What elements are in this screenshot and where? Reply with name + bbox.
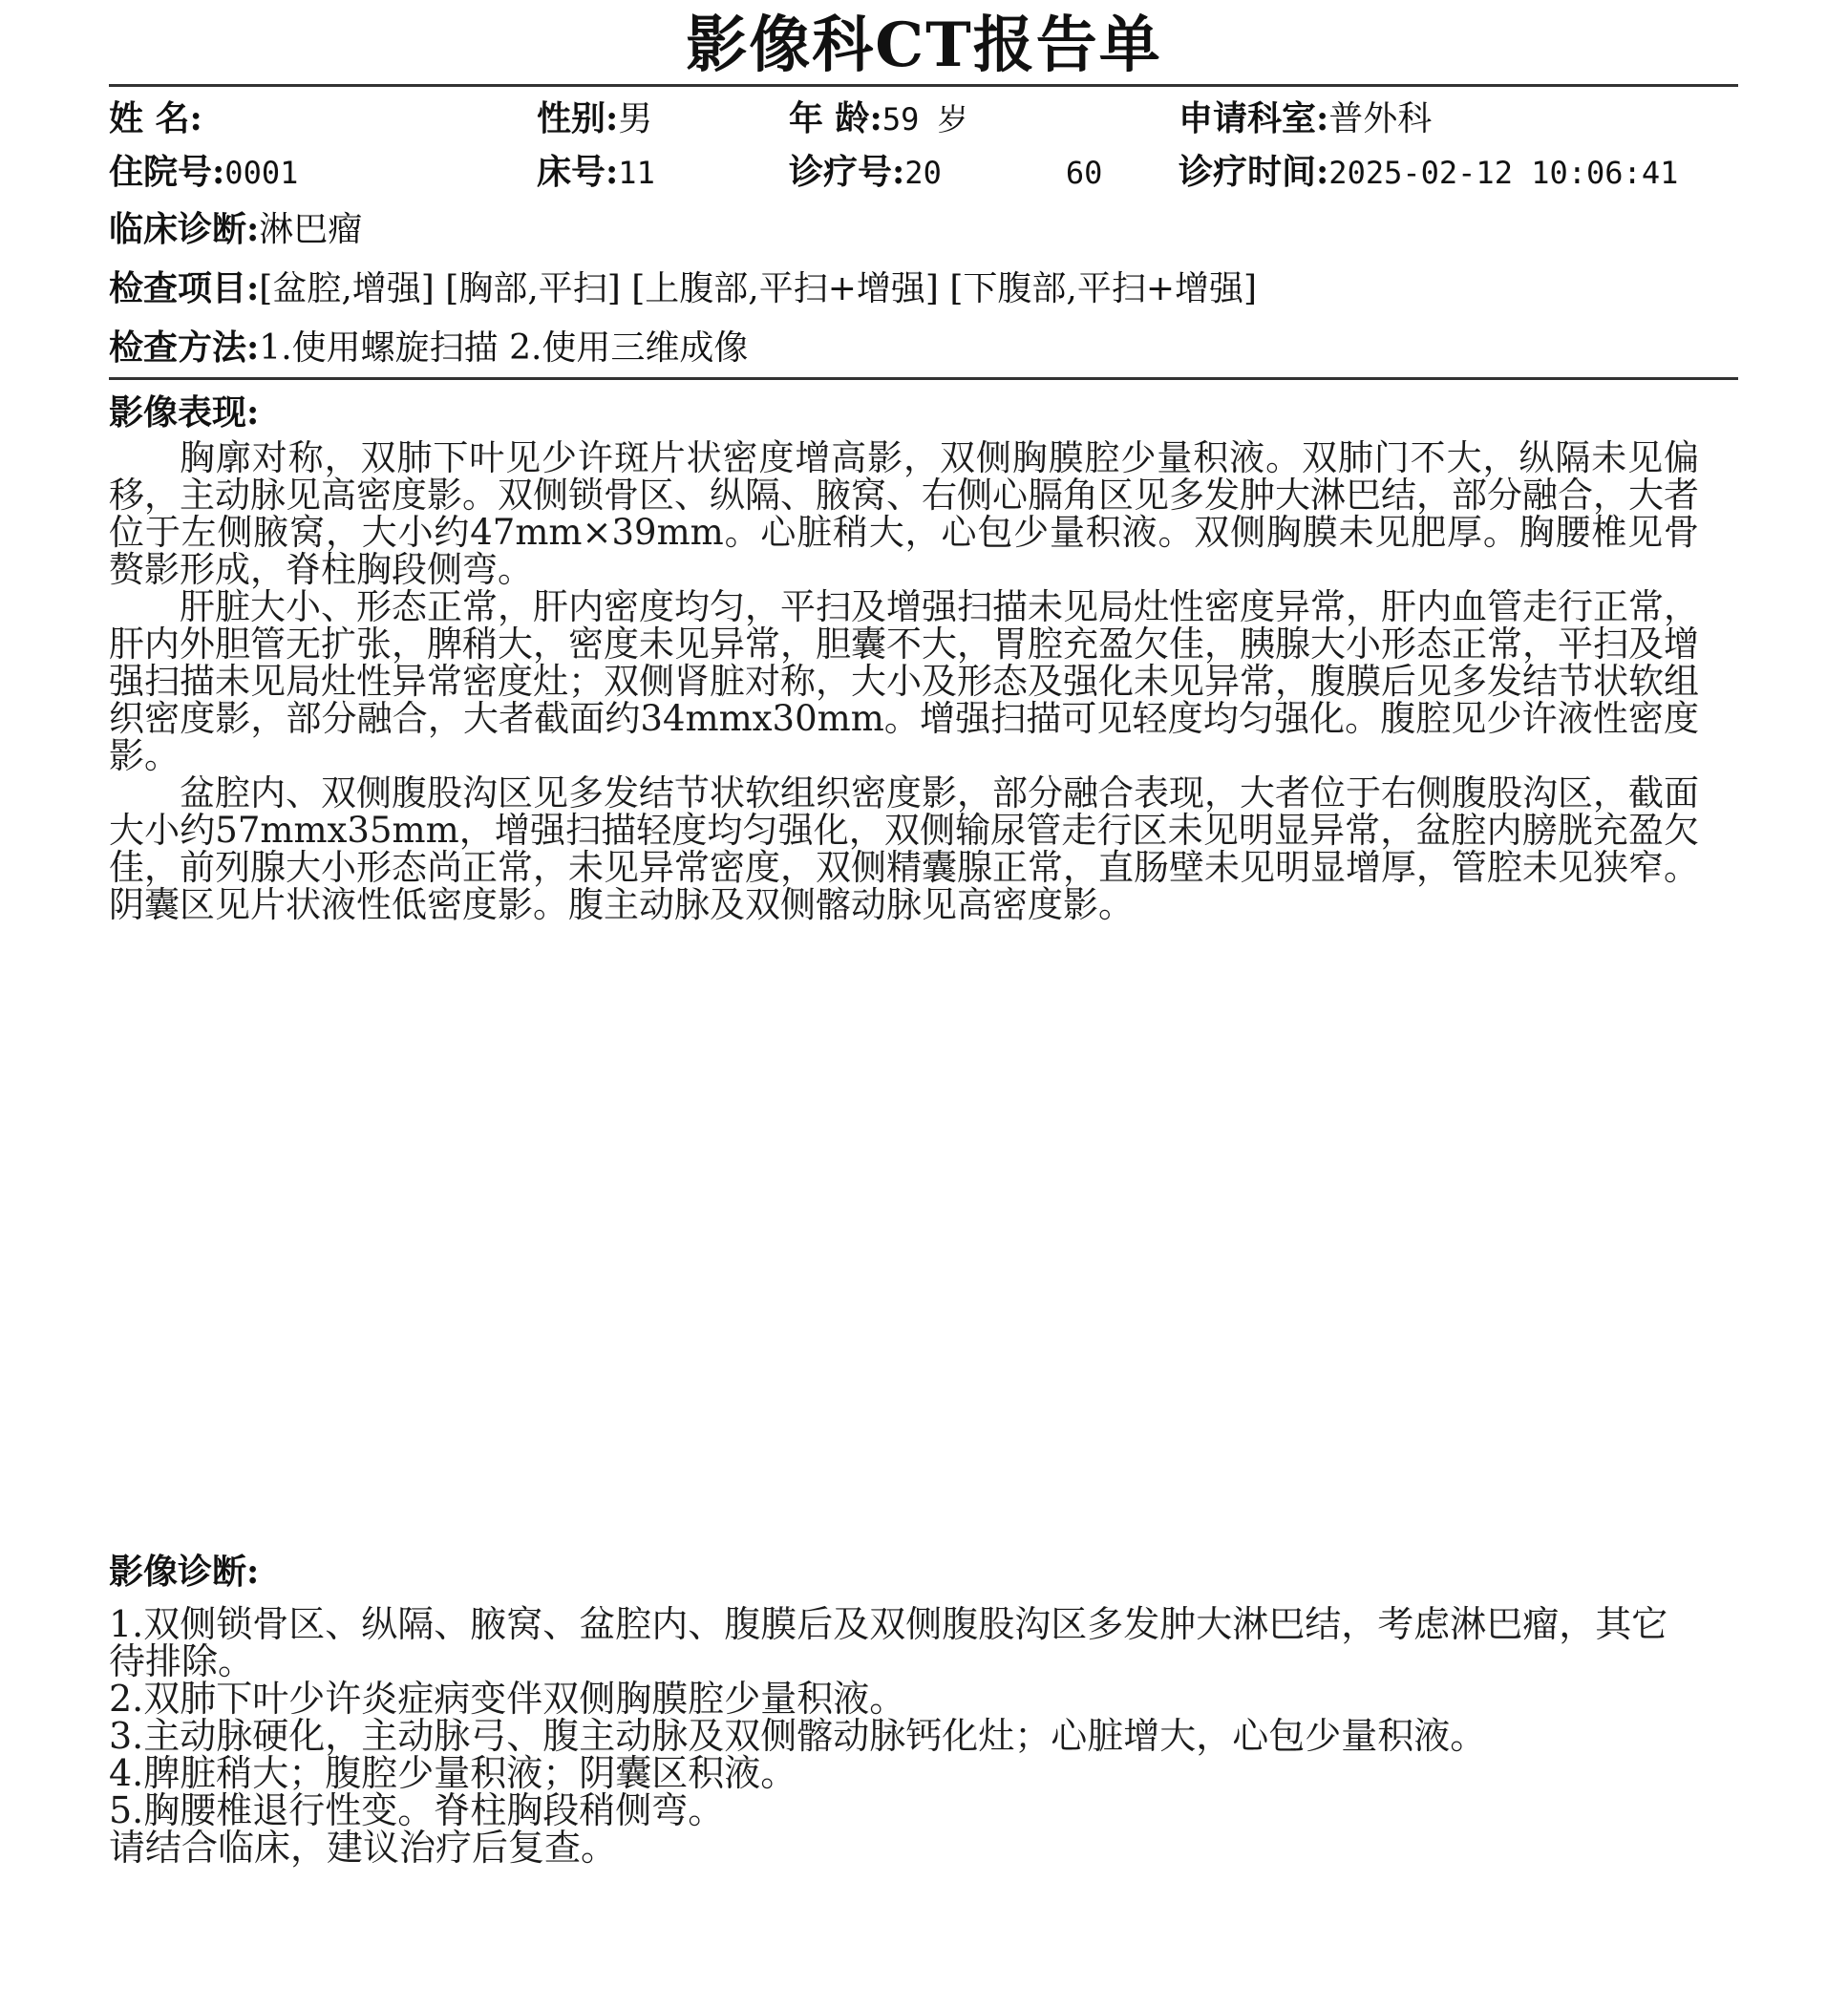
- exam-items: [109, 265, 1257, 312]
- findings-text: [109, 439, 1699, 923]
- diagnosis-recommendation: 请结合临床，建议治疗后复查。: [109, 1827, 618, 1869]
- visit-no-label: 诊疗号:: [789, 152, 905, 192]
- sex-label: 性别:: [537, 98, 619, 138]
- admission-label: 住院号:: [109, 152, 225, 192]
- exam-items-label: 检查项目:: [109, 268, 260, 308]
- diagnosis-item: 2.双肺下叶少许炎症病变伴双侧胸膜腔少量积液。: [109, 1678, 906, 1720]
- exam-method: [109, 325, 748, 371]
- clinical-diagnosis-label: 临床诊断:: [109, 209, 260, 249]
- admission-number: [109, 149, 298, 196]
- clinical-diagnosis-value: 淋巴瘤: [259, 210, 363, 249]
- bed-value: 11: [618, 155, 655, 191]
- findings-label: 影像表现:: [109, 392, 260, 433]
- diagnosis-list: [109, 1603, 1699, 1869]
- bed-label: 床号:: [537, 152, 619, 192]
- findings-paragraph-abdomen: 肝脏大小、形态正常，肝内密度均匀，平扫及增强扫描未见局灶性密度异常，肝内血管走行正常，肝内外胆管无扩张，脾稍大，密度未见异常，胆囊不大，胃腔充盈欠佳，胰腺大小形态正常，平扫及增强扫描未见局灶性异常密度灶；双侧肾脏对称，大小及形态及强化未见异常，腹膜后见多发结节状软组织密度影，部分融合，大者截面约34mmx30mm。增强扫描可见轻度均匀强化。腹腔见少许液性密度影。: [109, 586, 1699, 776]
- diagnosis-item: 1.双侧锁骨区、纵隔、腋窝、盆腔内、腹膜后及双侧腹股沟区多发肿大淋巴结，考虑淋巴瘤，其它待排除。: [109, 1603, 1668, 1682]
- requesting-dept: [1179, 95, 1432, 142]
- findings-paragraph-chest: 胸廓对称，双肺下叶见少许斑片状密度增高影，双侧胸膜腔少量积液。双肺门不大，纵隔未见偏移，主动脉见高密度影。双侧锁骨区、纵隔、腋窝、右侧心膈角区见多发肿大淋巴结，部分融合，大者位于左侧腋窝，大小约47mm×39mm。心脏稍大，心包少量积液。双侧胸膜未见肥厚。胸腰椎见骨赘影形成，脊柱胸段侧弯。: [109, 437, 1699, 590]
- diagnosis-item: 3.主动脉硬化，主动脉弓、腹主动脉及双侧髂动脉钙化灶；心脏增大，心包少量积液。: [109, 1715, 1487, 1757]
- patient-name: [109, 95, 202, 142]
- exam-method-label: 检查方法:: [109, 328, 260, 368]
- dept-label: 申请科室:: [1179, 98, 1329, 138]
- header-divider: [109, 84, 1738, 87]
- patient-age: [789, 95, 968, 142]
- report-title: 影像科CT报告单: [686, 10, 1162, 81]
- age-label: 年 龄:: [789, 98, 882, 138]
- diagnosis-item: 5.胸腰椎退行性变。脊柱胸段稍侧弯。: [109, 1789, 725, 1831]
- visit-no-value-start: 20: [904, 155, 942, 191]
- findings-paragraph-pelvis: 盆腔内、双侧腹股沟区见多发结节状软组织密度影，部分融合表现，大者位于右侧腹股沟区，截面大小约57mmx35mm，增强扫描轻度均匀强化，双侧输尿管走行区未见明显异常，盆腔内膀胱充盈欠佳，前列腺大小形态尚正常，未见异常密度，双侧精囊腺正常，直肠壁未见明显增厚，管腔未见狭窄。阴囊区见片状液性低密度影。腹主动脉及双侧髂动脉见高密度影。: [109, 772, 1699, 925]
- exam-method-value: 1.使用螺旋扫描 2.使用三维成像: [259, 328, 749, 368]
- visit-no-value-end: 60: [1065, 155, 1103, 191]
- diagnosis-item: 4.脾脏稍大；腹腔少量积液；阴囊区积液。: [109, 1752, 797, 1794]
- exam-items-value: [盆腔,增强] [胸部,平扫] [上腹部,平扫+增强] [下腹部,平扫+增强]: [259, 269, 1258, 308]
- admission-value: 0001: [224, 155, 299, 191]
- age-value: 59 岁: [882, 101, 968, 137]
- visit-number: [789, 149, 1102, 196]
- sex-value: 男: [618, 99, 653, 138]
- visit-time-value: 2025-02-12 10:06:41: [1328, 155, 1679, 191]
- bed-number: [537, 149, 655, 196]
- name-label: 姓 名:: [109, 98, 202, 138]
- dept-value: 普外科: [1328, 99, 1433, 138]
- visit-time-label: 诊疗时间:: [1179, 152, 1329, 192]
- visit-time: [1179, 149, 1678, 196]
- patient-sex: [537, 95, 652, 142]
- diagnosis-label: 影像诊断:: [109, 1552, 260, 1592]
- clinical-diagnosis: [109, 206, 362, 253]
- section-divider: [109, 377, 1738, 380]
